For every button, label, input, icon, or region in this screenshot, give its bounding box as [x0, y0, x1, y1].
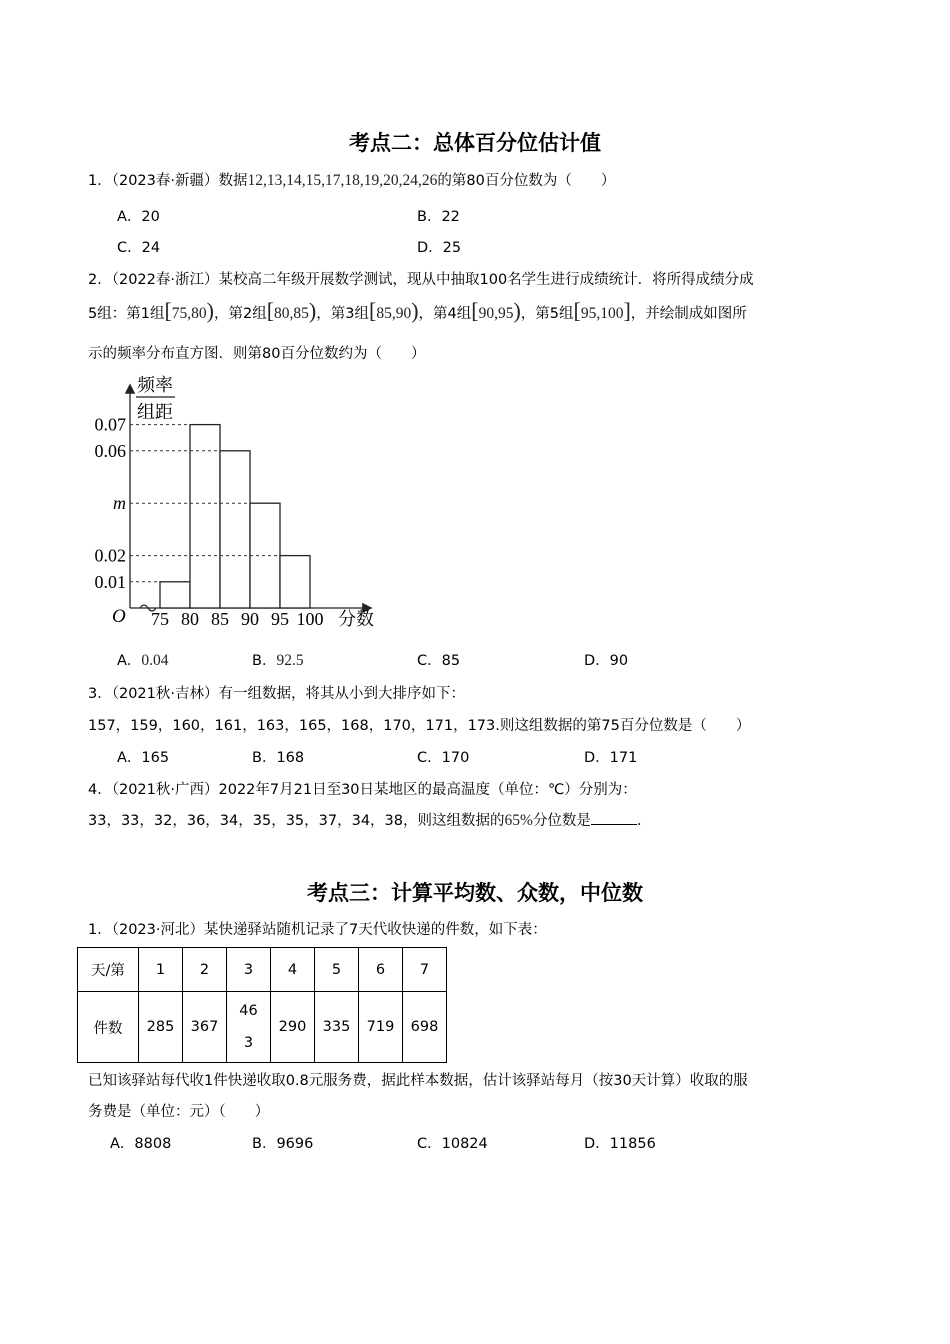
interval-1: 75,80	[171, 305, 207, 322]
table-header-cell: 1	[139, 948, 183, 992]
question-source: （2023春·新疆）	[111, 173, 219, 189]
option-c[interactable]: C．170	[417, 750, 470, 766]
x-tick-label: 90	[241, 609, 259, 629]
x-axis-label: 分数	[338, 609, 374, 629]
q2-tail: ，并绘制成如图所	[630, 306, 747, 322]
table-header-cell: 天/第	[78, 948, 139, 992]
interval-5: 95,100	[580, 305, 624, 322]
q2-group-3: ，第3组	[316, 306, 369, 322]
table-header-cell: 5	[315, 948, 359, 992]
answer-blank[interactable]	[591, 812, 637, 825]
q2-text: 某校高二年级开展数学测试，现从中抽取100名学生进行成绩统计．将所得成绩分成	[218, 272, 754, 288]
interval-4: 90,95	[478, 305, 514, 322]
table-cell: 335	[315, 992, 359, 1063]
option-a[interactable]: A．20	[117, 209, 160, 225]
q4-text: 2022年7月21日至30日某地区的最高温度（单位：℃）分别为：	[218, 782, 637, 798]
x-tick-label: 95	[271, 609, 289, 629]
option-a[interactable]: A．165	[117, 750, 170, 766]
option-c[interactable]: C．85	[417, 653, 461, 669]
table-header-cell: 3	[227, 948, 271, 992]
table-cell: 463	[227, 992, 271, 1063]
table-cell: 367	[183, 992, 227, 1063]
option-a-value: 0.04	[141, 652, 169, 669]
q2-group-2: ，第2组	[213, 306, 267, 322]
s3-q1-line2: 已知该驿站每代收1件快递收取0.8元服务费，据此样本数据，估计该驿站每月（按30天计算）收取的服	[88, 1073, 748, 1089]
histogram-bar	[220, 451, 250, 608]
option-b[interactable]: B．22	[417, 209, 460, 225]
s2-q2-line3: 示的频率分布直方图．则第80百分位数约为（ ）	[88, 346, 426, 362]
x-tick-label: 85	[211, 609, 229, 629]
y-axis-label-numerator: 频率	[137, 375, 173, 395]
y-tick-label: 0.01	[94, 571, 126, 592]
frequency-histogram	[88, 372, 378, 634]
table-header-cell: 4	[271, 948, 315, 992]
y-tick-label: m	[113, 493, 126, 514]
option-b-value: 92.5	[276, 652, 304, 669]
table-cell: 290	[271, 992, 315, 1063]
s3-q1-line3: 务费是（单位：元）（ ）	[88, 1104, 270, 1120]
option-d[interactable]: D．90	[584, 653, 629, 669]
interval-2: 80,85	[274, 305, 309, 322]
table-row-label: 件数	[78, 992, 139, 1063]
table-cell: 719	[359, 992, 403, 1063]
option-a[interactable]: A．0.04	[117, 652, 169, 669]
s2-q1-stem	[88, 169, 615, 190]
q2-group-1: 5组：第1组	[88, 306, 165, 322]
question-source: （2021秋·广西）	[111, 782, 219, 798]
s2-q2-line1	[88, 268, 754, 289]
y-tick-label: 0.07	[94, 414, 126, 435]
option-b[interactable]: B．9696	[252, 1136, 314, 1152]
option-d[interactable]: D．11856	[584, 1136, 656, 1152]
question-number: 3．	[88, 686, 112, 702]
s2-q4-line2: 33，33，32，36，34，35，35，37，34，38，则这组数据的65%分位数是 ．	[88, 812, 652, 829]
option-c[interactable]: C．10824	[417, 1136, 488, 1152]
s3-q1-line1	[88, 918, 547, 939]
s2-q3-line2: 157，159，160，161，163，165，168，170，171，173.则这组数据的第75百分位数是（ ）	[88, 718, 751, 734]
question-number: 2．	[88, 272, 112, 288]
section3-title: 考点三：计算平均数、众数，中位数	[307, 881, 643, 905]
table-header-cell: 7	[403, 948, 447, 992]
x-tick-label: 75	[151, 609, 169, 629]
question-source: （2023·河北）	[111, 922, 204, 938]
q2-group-4: ，第4组	[418, 306, 472, 322]
q1-data: 12,13,14,15,17,18,19,20,24,26	[247, 172, 438, 189]
q1-text: 数据	[218, 173, 248, 189]
option-a[interactable]: A．8808	[110, 1136, 172, 1152]
s2-q4-line1	[88, 778, 637, 799]
option-d[interactable]: D．171	[584, 750, 638, 766]
y-tick-label: 0.02	[94, 545, 126, 566]
option-d[interactable]: D．25	[417, 240, 462, 256]
y-tick-label: 0.06	[94, 440, 126, 461]
section2-title: 考点二：总体百分位估计值	[349, 131, 601, 155]
option-c[interactable]: C．24	[117, 240, 161, 256]
s2-q2-line2: 5组：第1组[75,80)，第2组[80,85)，第3组[85,90)，第4组[90,95)，第5组[95,100]，并绘制成如图所	[88, 298, 747, 323]
q3-text: 有一组数据，将其从小到大排序如下：	[218, 686, 465, 702]
histogram-bar	[190, 425, 220, 608]
interval-3: 85,90	[376, 305, 412, 322]
option-b[interactable]: B．92.5	[252, 652, 304, 669]
question-number: 1．	[88, 173, 112, 189]
table-header-cell: 2	[183, 948, 227, 992]
option-b[interactable]: B．168	[252, 750, 305, 766]
s3-q1-text: 某快递驿站随机记录了7天代收快递的件数，如下表：	[204, 922, 547, 938]
table-cell: 285	[139, 992, 183, 1063]
table-cell: 698	[403, 992, 447, 1063]
table-header-row	[78, 948, 447, 992]
x-tick-label: 100	[296, 609, 324, 629]
question-number: 1．	[88, 922, 112, 938]
percent-value: 65%	[504, 812, 533, 829]
delivery-table	[77, 947, 447, 1063]
q2-group-5: ，第5组	[520, 306, 574, 322]
histogram-bar	[160, 582, 190, 608]
s2-q3-line1	[88, 682, 465, 703]
x-tick-label: 80	[181, 609, 199, 629]
table-header-cell: 6	[359, 948, 403, 992]
q1-text-after: 的第80百分位数为（ ）	[437, 173, 616, 189]
question-source: （2021秋·吉林）	[111, 686, 219, 702]
y-axis-label-denominator: 组距	[137, 402, 173, 422]
question-source: （2022春·浙江）	[111, 272, 219, 288]
table-row	[78, 992, 447, 1063]
histogram-bar	[280, 556, 310, 608]
origin-label: O	[112, 606, 126, 627]
question-number: 4．	[88, 782, 112, 798]
